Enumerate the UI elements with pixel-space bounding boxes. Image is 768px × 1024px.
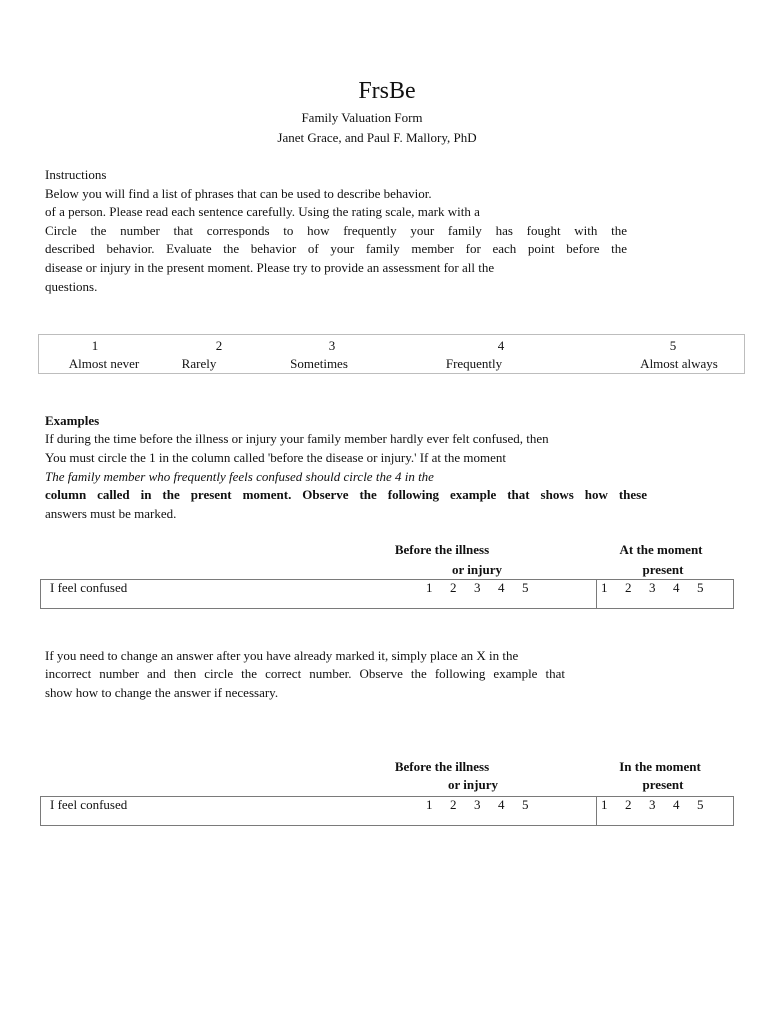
change-answer-line: show how to change the answer if necessary.: [45, 685, 279, 700]
examples-line: The family member who frequently feels confused should circle the 4 in the: [45, 469, 434, 484]
examples-line: column called in the present moment. Observe the following example that shows how these: [45, 487, 647, 502]
column-header-present: present: [642, 777, 684, 792]
scale-number: 1: [91, 338, 99, 353]
example-row: [40, 796, 734, 826]
instructions-heading: Instructions: [45, 167, 107, 182]
change-answer-line: incorrect number and then circle the correct number. Observe the following example that: [45, 666, 565, 681]
scale-number: 3: [328, 338, 336, 353]
instructions-line: questions.: [45, 279, 98, 294]
scale-number: 2: [215, 338, 223, 353]
row-label: I feel confused: [50, 797, 128, 812]
page-title: FrsBe: [358, 78, 416, 104]
column-header-before: Before the illness: [394, 542, 490, 557]
examples-line: You must circle the 1 in the column called 'before the disease or injury.' If at the moment: [45, 450, 507, 465]
examples-line: answers must be marked.: [45, 506, 177, 521]
column-header-present: present: [642, 562, 684, 577]
scale-label: Rarely: [181, 356, 217, 371]
instructions-line: Circle the number that corresponds to how frequently your family has fought with the: [45, 223, 627, 238]
change-answer-line: If you need to change an answer after you have already marked it, simply place an X in the: [45, 648, 519, 663]
rating-options-before[interactable]: 1 2 3 4 5: [426, 580, 529, 595]
instructions-line: Below you will find a list of phrases that can be used to describe behavior.: [45, 186, 432, 201]
examples-line: If during the time before the illness or injury your family member hardly ever felt confused, then: [45, 431, 549, 446]
form-authors: Janet Grace, and Paul F. Mallory, PhD: [277, 130, 477, 145]
column-divider: [596, 797, 597, 825]
scale-number: 4: [497, 338, 505, 353]
scale-label: Almost always: [640, 356, 718, 371]
column-header-before: or injury: [452, 562, 502, 577]
instructions-line: described behavior. Evaluate the behavior of your family member for each point before the: [45, 241, 627, 256]
instructions-line: disease or injury in the present moment. Please try to provide an assessment for all the: [45, 260, 495, 275]
rating-options-present[interactable]: 1 2 3 4 5: [601, 580, 704, 595]
rating-options-before[interactable]: 1 2 3 4 5: [426, 797, 529, 812]
column-header-present: At the moment: [619, 542, 703, 557]
example-row: [40, 579, 734, 609]
instructions-line: of a person. Please read each sentence carefully. Using the rating scale, mark with a: [45, 204, 480, 219]
column-header-before: Before the illness: [394, 759, 490, 774]
examples-heading: Examples: [45, 413, 100, 428]
column-divider: [596, 580, 597, 608]
row-label: I feel confused: [50, 580, 128, 595]
scale-label: Sometimes: [290, 356, 348, 371]
form-subtitle: Family Valuation Form: [301, 110, 423, 125]
scale-label: Almost never: [68, 356, 140, 371]
rating-scale: [38, 334, 745, 374]
scale-number: 5: [669, 338, 677, 353]
column-header-present: In the moment: [619, 759, 701, 774]
scale-label: Frequently: [445, 356, 503, 371]
rating-options-present[interactable]: 1 2 3 4 5: [601, 797, 704, 812]
column-header-before: or injury: [448, 777, 498, 792]
